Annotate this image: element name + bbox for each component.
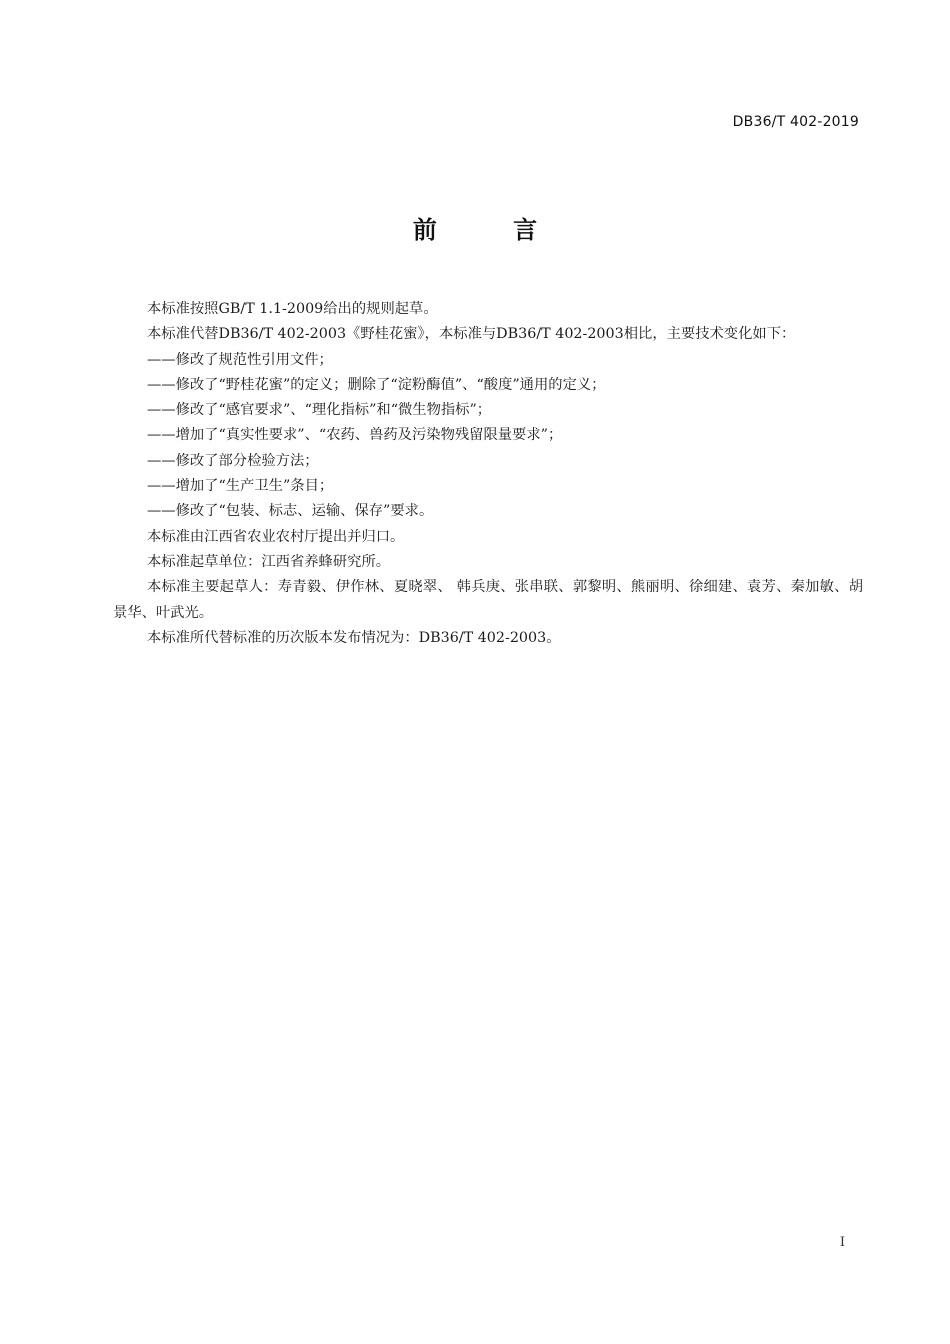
paragraph-drafting-unit: 本标准起草单位：江西省养蜂研究所。 xyxy=(147,553,391,570)
change-item: ——修改了“包装、标志、运输、保存”要求。 xyxy=(147,503,434,520)
change-item: ——修改了部分检验方法； xyxy=(147,452,319,469)
change-item: ——增加了“生产卫生”条目； xyxy=(147,478,334,495)
document-code: DB36/T 402-2019 xyxy=(732,114,859,130)
page-title: 前 言 xyxy=(412,216,572,244)
change-item: ——修改了“野桂花蜜”的定义；删除了“淀粉酶值”、“酸度”通用的定义； xyxy=(147,376,606,393)
paragraph-drafters: 本标准主要起草人：寿青毅、伊作林、夏晓翠、 韩兵庚、张串联、郭黎明、熊丽明、徐细建、袁芳、秦加敏、胡景华、叶武光。 xyxy=(113,579,863,621)
paragraph-history: 本标准所代替标准的历次版本发布情况为：DB36/T 402-2003。 xyxy=(147,629,561,646)
change-item: ——增加了“真实性要求”、“农药、兽药及污染物残留限量要求”； xyxy=(147,427,563,444)
paragraph-proposer: 本标准由江西省农业农村厅提出并归口。 xyxy=(147,528,405,545)
paragraph-replacement: 本标准代替DB36/T 402-2003《野桂花蜜》，本标准与DB36/T 402-2003相比，主要技术变化如下： xyxy=(147,326,796,343)
change-item: ——修改了规范性引用文件； xyxy=(147,351,333,368)
paragraph-drafting-rules: 本标准按照GB/T 1.1-2009给出的规则起草。 xyxy=(147,301,438,317)
foreword-body xyxy=(113,297,863,651)
page-number: I xyxy=(839,1235,845,1250)
change-item: ——修改了“感官要求”、“理化指标”和“微生物指标”； xyxy=(147,402,492,419)
